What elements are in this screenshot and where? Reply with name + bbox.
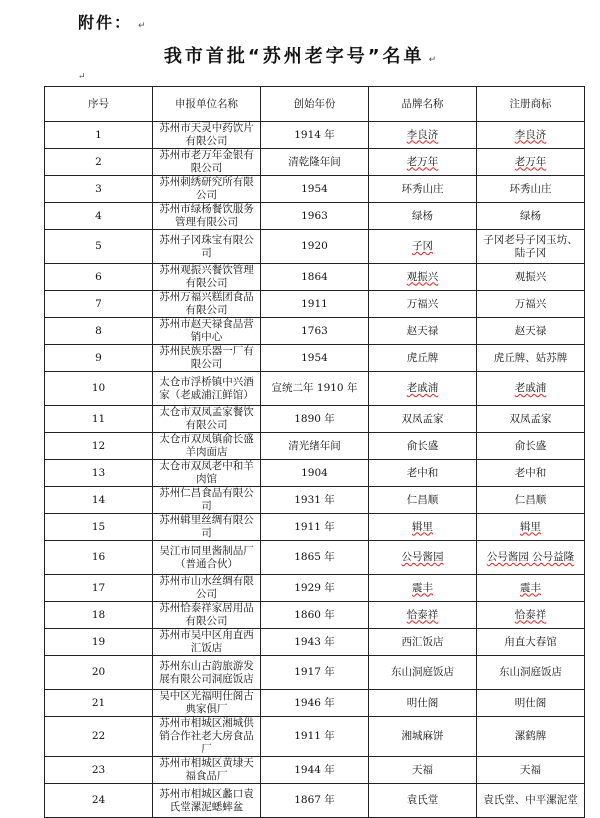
founded-year — [261, 176, 369, 203]
applicant-name-text: 吴中区光福明仕阁古典家俱厂 — [159, 690, 254, 715]
row-number-text: 13 — [91, 466, 106, 479]
column-header-founded: 创始年份 — [261, 87, 369, 122]
registered-trademark — [477, 602, 585, 629]
row-number-text: 4 — [95, 209, 102, 222]
applicant-name — [153, 291, 261, 318]
founded-year-text: 1917 年 — [294, 666, 335, 678]
brand-name-text: 公号酱园 — [401, 551, 444, 563]
table-row — [45, 487, 585, 514]
row-number — [45, 230, 153, 264]
row-number-text: 7 — [95, 297, 102, 310]
row-number-text: 8 — [95, 324, 102, 337]
registered-trademark-text: 绿杨 — [520, 209, 541, 222]
founded-year-text: 1904 — [301, 466, 328, 479]
table-row — [45, 602, 585, 629]
registered-trademark — [477, 629, 585, 656]
brand-name — [369, 541, 477, 575]
brand-name — [369, 487, 477, 514]
founded-year — [261, 433, 369, 460]
founded-year — [261, 122, 369, 149]
founded-year — [261, 460, 369, 487]
page-title — [0, 42, 600, 68]
applicant-name — [153, 460, 261, 487]
brand-name-text: 震丰 — [412, 581, 433, 594]
row-number — [45, 176, 153, 203]
founded-year-text: 1860 年 — [294, 608, 335, 621]
applicant-name-text: 苏州市天灵中药饮片有限公司 — [159, 122, 254, 147]
brand-name-text: 老戚浦 — [406, 382, 439, 394]
applicant-name-text: 苏州恰泰祥家居用品有限公司 — [159, 602, 254, 627]
brand-name-text: 赵天禄 — [406, 324, 439, 337]
row-number-text: 10 — [91, 382, 106, 394]
table-row — [45, 460, 585, 487]
brand-name — [369, 318, 477, 345]
table-row — [45, 372, 585, 406]
registered-trademark-text: 袁氏堂、中平漯泥堂 — [483, 794, 578, 806]
row-number — [45, 487, 153, 514]
row-number — [45, 656, 153, 690]
row-number — [45, 122, 153, 149]
registered-trademark-text: 环秀山庄 — [509, 182, 552, 195]
founded-year-text: 1963 — [301, 209, 328, 222]
registered-trademark-text: 漯鹤牌 — [514, 730, 547, 742]
row-number-text: 22 — [91, 730, 106, 742]
applicant-name-text: 苏州市相城区黄埭天福食品厂 — [159, 757, 254, 782]
table-body — [45, 122, 585, 818]
applicant-name — [153, 656, 261, 690]
registered-trademark — [477, 122, 585, 149]
applicant-name-text: 苏州市相城区蠡口袁氏堂漯泥蟋蟀盆 — [159, 787, 254, 813]
row-number-text: 14 — [91, 493, 106, 506]
registered-trademark-text: 公号酱园 公号益隆 — [486, 551, 575, 563]
founded-year — [261, 757, 369, 784]
row-number — [45, 575, 153, 602]
applicant-name-text: 苏州观振兴餐饮管理有限公司 — [159, 264, 254, 289]
brand-name-text: 仁昌顺 — [406, 493, 439, 506]
paragraph-mark: ↵ — [138, 21, 148, 31]
row-number-text: 16 — [91, 551, 106, 563]
brand-name — [369, 203, 477, 230]
table-row — [45, 784, 585, 818]
applicant-name — [153, 176, 261, 203]
brand-name-text: 西汇饭店 — [401, 635, 444, 648]
applicant-name-text: 苏州市赵天禄食品营销中心 — [159, 318, 254, 343]
brand-name — [369, 433, 477, 460]
paragraph-mark: ↵ — [78, 72, 86, 82]
founded-year-text: 1954 — [301, 182, 328, 195]
table-header-row — [45, 87, 585, 122]
row-number-text: 9 — [95, 351, 102, 364]
row-number — [45, 433, 153, 460]
brand-name-text: 老万年 — [406, 155, 439, 168]
founded-year-text: 1931 年 — [294, 493, 335, 506]
applicant-name — [153, 433, 261, 460]
founded-year — [261, 264, 369, 291]
row-number — [45, 203, 153, 230]
brand-name — [369, 690, 477, 717]
paragraph-mark: ↵ — [428, 55, 437, 65]
registered-trademark — [477, 541, 585, 575]
founded-year — [261, 514, 369, 541]
registered-trademark-text: 震丰 — [520, 581, 541, 594]
table-row — [45, 149, 585, 176]
applicant-name — [153, 629, 261, 656]
founded-year — [261, 203, 369, 230]
old-brand-table — [44, 86, 585, 818]
brand-name — [369, 230, 477, 264]
row-number-text: 11 — [91, 412, 106, 425]
applicant-name — [153, 575, 261, 602]
founded-year — [261, 345, 369, 372]
applicant-name — [153, 757, 261, 784]
applicant-name-text: 苏州民族乐器一厂有限公司 — [159, 345, 254, 370]
registered-trademark-text: 东山洞庭饭店 — [499, 666, 562, 678]
applicant-name-text: 苏州东山古韵旅游发展有限公司洞庭饭店 — [159, 659, 254, 685]
registered-trademark — [477, 575, 585, 602]
brand-name-text: 观振兴 — [406, 270, 439, 283]
founded-year-text: 1946 年 — [294, 696, 335, 709]
founded-year-text: 1920 — [301, 240, 328, 252]
founded-year-text: 1911 年 — [294, 730, 335, 742]
registered-trademark — [477, 230, 585, 264]
brand-name-text: 辑里 — [412, 520, 433, 533]
row-number-text: 3 — [95, 182, 102, 195]
registered-trademark-text: 老中和 — [514, 466, 547, 479]
row-number — [45, 345, 153, 372]
table-row — [45, 230, 585, 264]
applicant-name-text: 苏州万福兴糕团食品有限公司 — [159, 291, 254, 316]
table-row — [45, 717, 585, 757]
row-number — [45, 602, 153, 629]
registered-trademark-text: 天福 — [520, 763, 541, 776]
registered-trademark — [477, 264, 585, 291]
founded-year — [261, 291, 369, 318]
column-header-brand: 品牌名称 — [369, 87, 477, 122]
brand-name — [369, 406, 477, 433]
attachment-label — [78, 10, 148, 33]
registered-trademark-text: 俞长盛 — [514, 439, 547, 452]
registered-trademark — [477, 149, 585, 176]
founded-year — [261, 784, 369, 818]
founded-year — [261, 318, 369, 345]
founded-year — [261, 717, 369, 757]
brand-name-text: 绿杨 — [412, 209, 433, 222]
brand-name — [369, 122, 477, 149]
applicant-name-text: 苏州市老万年金银有限公司 — [159, 149, 254, 174]
brand-name-text: 李良济 — [406, 128, 439, 141]
brand-name — [369, 176, 477, 203]
registered-trademark-text: 老戚浦 — [514, 382, 547, 394]
table-row — [45, 345, 585, 372]
founded-year-text: 1914 年 — [294, 128, 335, 141]
registered-trademark-text: 恰泰祥 — [514, 608, 547, 621]
registered-trademark-text: 万福兴 — [514, 297, 547, 310]
founded-year — [261, 629, 369, 656]
applicant-name — [153, 372, 261, 406]
table-row — [45, 176, 585, 203]
table-row — [45, 541, 585, 575]
table-row — [45, 122, 585, 149]
founded-year-text: 1864 — [301, 270, 328, 283]
founded-year — [261, 149, 369, 176]
registered-trademark-text: 赵天禄 — [514, 324, 547, 337]
row-number-text: 2 — [95, 155, 102, 168]
applicant-name-text: 苏州子冈珠宝有限公司 — [159, 233, 254, 259]
row-number-text: 23 — [91, 763, 106, 776]
brand-name-text: 子冈 — [412, 240, 433, 252]
brand-name — [369, 460, 477, 487]
row-number-text: 1 — [95, 128, 102, 141]
founded-year-text: 1763 — [301, 324, 328, 337]
registered-trademark-text: 甪直大春馆 — [504, 635, 557, 648]
founded-year-text: 1929 年 — [294, 581, 335, 594]
founded-year — [261, 656, 369, 690]
applicant-name-text: 太仓市双凤孟家餐饮有限公司 — [159, 406, 254, 431]
brand-name — [369, 784, 477, 818]
brand-name-text: 袁氏堂 — [406, 794, 439, 806]
table-row — [45, 690, 585, 717]
registered-trademark — [477, 345, 585, 372]
row-number — [45, 264, 153, 291]
title-text: 我市首批“苏州老字号”名单 — [163, 46, 425, 67]
founded-year — [261, 487, 369, 514]
registered-trademark — [477, 757, 585, 784]
table-row — [45, 656, 585, 690]
applicant-name — [153, 149, 261, 176]
registered-trademark-text: 仁昌顺 — [514, 493, 547, 506]
applicant-name-text: 太仓市浮桥镇中兴酒家（老戚浦江鲜馆） — [159, 375, 254, 401]
registered-trademark — [477, 176, 585, 203]
table-row — [45, 406, 585, 433]
row-number-text: 12 — [91, 439, 106, 452]
brand-name — [369, 345, 477, 372]
row-number — [45, 690, 153, 717]
applicant-name — [153, 690, 261, 717]
table-row — [45, 318, 585, 345]
applicant-name-text: 苏州市相城区湘城供销合作社老大房食品厂 — [159, 717, 254, 755]
brand-name — [369, 656, 477, 690]
founded-year-text: 1865 年 — [294, 551, 335, 563]
table-row — [45, 264, 585, 291]
brand-name-text: 明仕阁 — [406, 696, 439, 709]
registered-trademark — [477, 460, 585, 487]
applicant-name-text: 苏州市吴中区甪直西汇饭店 — [159, 629, 254, 654]
brand-name — [369, 514, 477, 541]
brand-name-text: 虎丘牌 — [406, 351, 439, 364]
row-number-text: 21 — [91, 696, 106, 709]
founded-year-text: 清乾隆年间 — [288, 155, 341, 168]
applicant-name-text: 苏州辑里丝绸有限公司 — [159, 514, 254, 539]
applicant-name — [153, 602, 261, 629]
applicant-name-text: 苏州市山水丝绸有限公司 — [159, 575, 254, 600]
registered-trademark — [477, 406, 585, 433]
brand-name — [369, 264, 477, 291]
registered-trademark-text: 辑里 — [520, 520, 541, 533]
registered-trademark-text: 明仕阁 — [514, 696, 547, 709]
row-number-text: 6 — [95, 270, 102, 283]
registered-trademark-text: 子冈老号子冈玉坊、陆子冈 — [483, 233, 578, 259]
row-number — [45, 514, 153, 541]
brand-name-text: 万福兴 — [406, 297, 439, 310]
attachment-text: 附件： — [78, 13, 133, 32]
registered-trademark — [477, 690, 585, 717]
founded-year — [261, 372, 369, 406]
founded-year — [261, 575, 369, 602]
applicant-name-text: 吴江市同里酱制品厂（普通合伙） — [159, 544, 254, 570]
registered-trademark — [477, 372, 585, 406]
brand-name-text: 双凤孟家 — [401, 412, 444, 425]
founded-year-text: 1911 年 — [294, 520, 335, 533]
applicant-name — [153, 406, 261, 433]
brand-name — [369, 149, 477, 176]
registered-trademark-text: 双凤孟家 — [509, 412, 552, 425]
registered-trademark — [477, 291, 585, 318]
registered-trademark — [477, 784, 585, 818]
applicant-name — [153, 541, 261, 575]
registered-trademark-text: 李良济 — [514, 128, 547, 141]
applicant-name-text: 太仓市双凤镇俞长盛羊肉面店 — [159, 433, 254, 458]
registered-trademark-text: 虎丘牌、姑苏牌 — [493, 351, 568, 364]
brand-name — [369, 602, 477, 629]
brand-name — [369, 629, 477, 656]
table-row — [45, 629, 585, 656]
applicant-name — [153, 203, 261, 230]
brand-name — [369, 575, 477, 602]
row-number — [45, 757, 153, 784]
row-number — [45, 717, 153, 757]
founded-year-text: 1911 — [301, 297, 328, 310]
row-number — [45, 629, 153, 656]
row-number-text: 15 — [91, 520, 106, 533]
row-number — [45, 406, 153, 433]
table-row — [45, 433, 585, 460]
registered-trademark — [477, 514, 585, 541]
founded-year — [261, 406, 369, 433]
applicant-name — [153, 230, 261, 264]
applicant-name-text: 太仓市双凤老中和羊肉馆 — [159, 460, 254, 485]
founded-year-text: 1954 — [301, 351, 328, 364]
row-number-text: 19 — [91, 635, 106, 648]
founded-year-text: 宣统二年 1910 年 — [271, 382, 358, 394]
registered-trademark — [477, 433, 585, 460]
applicant-name-text: 苏州仁昌食品有限公司 — [159, 487, 254, 512]
column-header-no: 序号 — [45, 87, 153, 122]
brand-name — [369, 291, 477, 318]
brand-name — [369, 717, 477, 757]
brand-name — [369, 757, 477, 784]
applicant-name — [153, 122, 261, 149]
column-header-applicant: 申报单位名称 — [153, 87, 261, 122]
founded-year-text: 1890 年 — [294, 412, 335, 425]
registered-trademark — [477, 203, 585, 230]
table-row — [45, 514, 585, 541]
brand-name-text: 环秀山庄 — [401, 182, 444, 195]
registered-trademark-text: 观振兴 — [514, 270, 547, 283]
applicant-name — [153, 318, 261, 345]
row-number-text: 17 — [91, 581, 106, 594]
row-number — [45, 291, 153, 318]
brand-name-text: 老中和 — [406, 466, 439, 479]
founded-year-text: 1944 年 — [294, 763, 335, 776]
applicant-name — [153, 487, 261, 514]
founded-year-text: 清光绪年间 — [288, 439, 341, 452]
brand-name-text: 湘城麻饼 — [401, 730, 444, 742]
registered-trademark — [477, 656, 585, 690]
applicant-name-text: 苏州刺绣研究所有限公司 — [159, 176, 254, 201]
applicant-name — [153, 345, 261, 372]
column-header-trademark: 注册商标 — [477, 87, 585, 122]
table-row — [45, 757, 585, 784]
applicant-name — [153, 717, 261, 757]
registered-trademark — [477, 318, 585, 345]
applicant-name-text: 苏州市绿杨餐饮服务管理有限公司 — [159, 203, 254, 228]
row-number — [45, 318, 153, 345]
table-row — [45, 203, 585, 230]
applicant-name — [153, 514, 261, 541]
founded-year — [261, 541, 369, 575]
table-row — [45, 291, 585, 318]
row-number — [45, 372, 153, 406]
row-number — [45, 460, 153, 487]
brand-name-text: 俞长盛 — [406, 439, 439, 452]
registered-trademark — [477, 717, 585, 757]
row-number — [45, 784, 153, 818]
applicant-name — [153, 784, 261, 818]
row-number-text: 24 — [91, 794, 106, 806]
founded-year-text: 1943 年 — [294, 635, 335, 648]
applicant-name — [153, 264, 261, 291]
row-number — [45, 541, 153, 575]
founded-year — [261, 690, 369, 717]
brand-name-text: 东山洞庭饭店 — [391, 666, 454, 678]
registered-trademark-text: 老万年 — [514, 155, 547, 168]
founded-year-text: 1867 年 — [294, 794, 335, 806]
brand-name-text: 天福 — [412, 763, 433, 776]
table-row — [45, 575, 585, 602]
brand-name-text: 恰泰祥 — [406, 608, 439, 621]
founded-year — [261, 602, 369, 629]
registered-trademark — [477, 487, 585, 514]
brand-name — [369, 372, 477, 406]
row-number-text: 5 — [95, 240, 102, 252]
row-number-text: 18 — [91, 608, 106, 621]
founded-year — [261, 230, 369, 264]
row-number — [45, 149, 153, 176]
row-number-text: 20 — [91, 666, 106, 678]
